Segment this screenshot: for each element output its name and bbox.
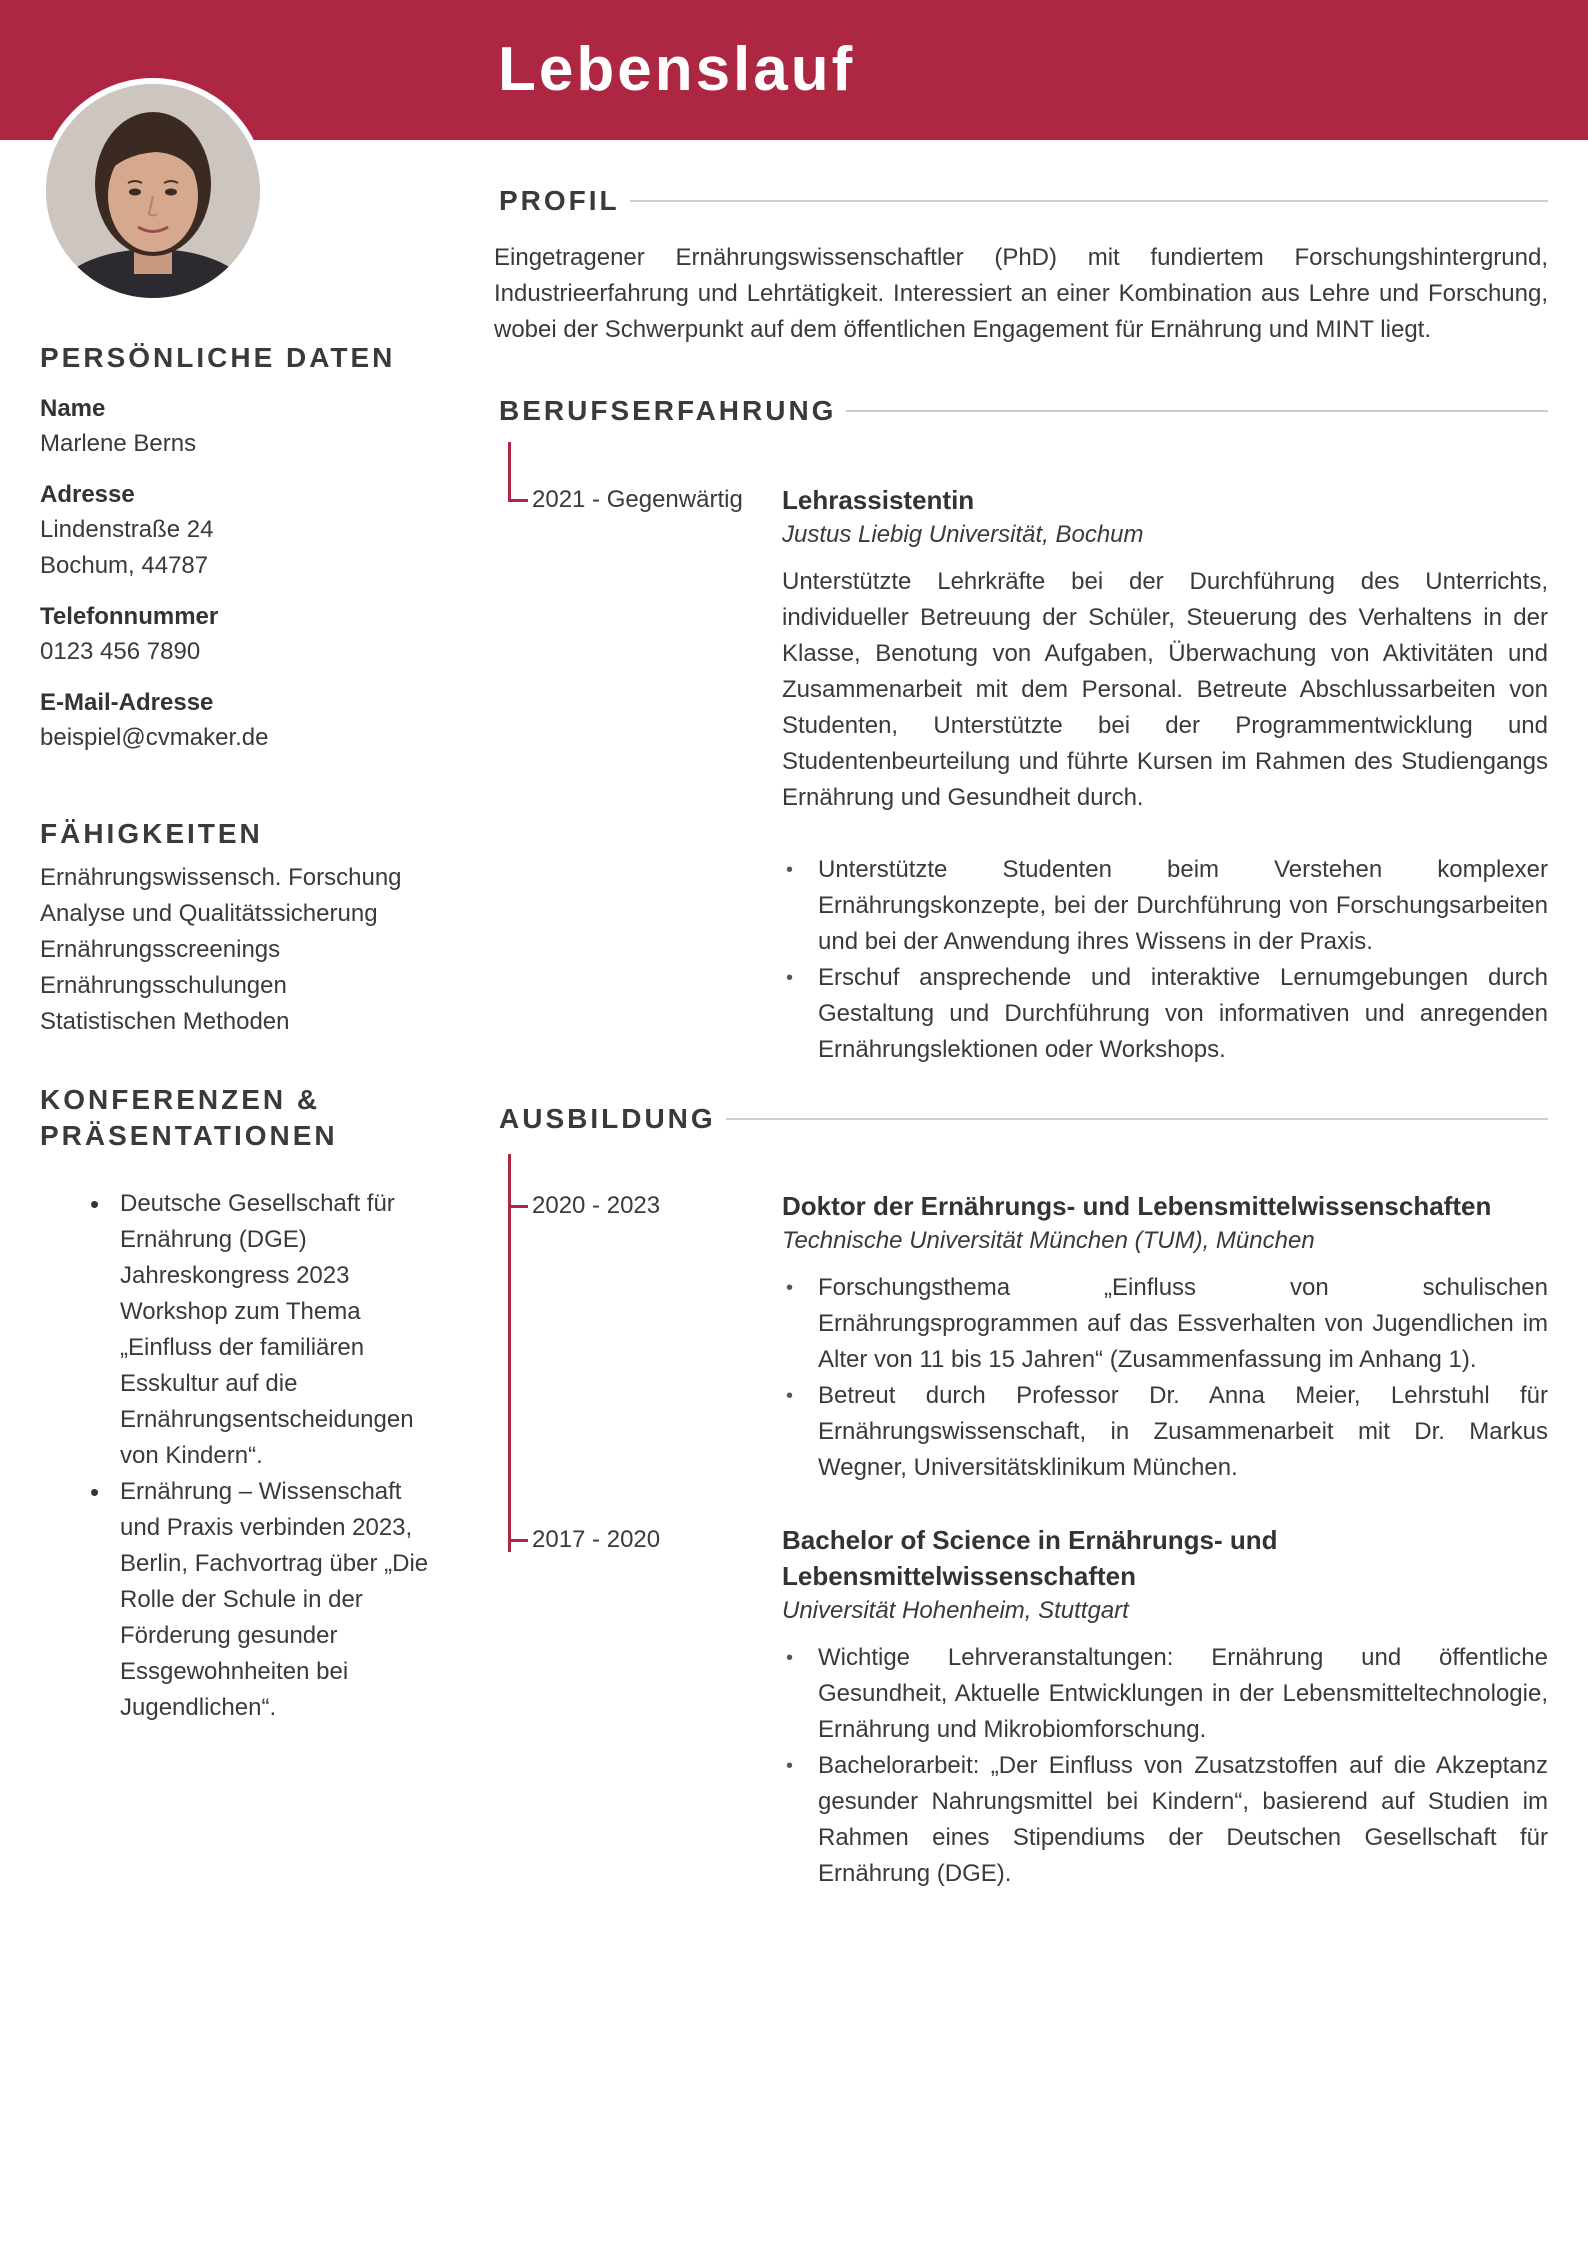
experience-section-header: [494, 390, 1548, 432]
list-item: • Bachelorarbeit: „Der Einfluss von Zusatzstoffen auf die Akzeptanz gesunder Nahrungsmittel bei Kindern“, basierend auf Studien im Rahmen eines Stipendiums der Deutschen Gesellschaft für Ernährung (DGE).: [818, 1748, 1548, 1892]
experience-entry: [494, 442, 1548, 1068]
entry-date-text: 2020 - 2023: [532, 1192, 661, 1219]
education-entry: [494, 1154, 1548, 1486]
list-item: • Ernährung – Wissenschaft und Praxis verbinden 2023, Berlin, Fachvortrag über „Die Rolle der Schule in der Förderung gesunder Essgewohnheiten bei Jugendlichen“.: [120, 1474, 440, 1726]
field-label: Telefonnummer: [40, 603, 219, 630]
education-heading: AUSBILDUNG: [499, 1103, 716, 1134]
entry-body: [782, 482, 1548, 1068]
entry-organization: Technische Universität München (TUM), München: [782, 1227, 1315, 1254]
right-column: [494, 180, 1548, 1892]
entry-title: Doktor der Ernährungs- und Lebensmittelwissenschaften: [782, 1191, 1492, 1221]
personal-address: [40, 478, 440, 584]
entry-organization: Universität Hohenheim, Stuttgart: [782, 1597, 1129, 1624]
portrait-illustration: [46, 84, 260, 298]
field-label: Adresse: [40, 481, 135, 508]
entry-date: [494, 1522, 782, 1892]
avatar: [46, 84, 260, 298]
entry-bullets: [782, 1270, 1548, 1486]
skill-item: Ernährungsschulungen: [40, 972, 287, 999]
entry-description: Unterstützte Lehrkräfte bei der Durchführung des Unterrichts, individueller Betreuung der Schüler, Steuerung des Verhaltens in der Klasse, Benotung von Aufgaben, Überwachung von Aktivitäten und Zusammenarbeit mit dem Personal. Betreute Abschlussarbeiten von Studenten, Unterstützte bei der Programmentwicklung und Studentenbeurteilung und führte Kursen im Rahmen des Studiengangs Ernährung und Gesundheit durch.: [782, 568, 1548, 811]
field-value: 0123 456 7890: [40, 638, 201, 665]
left-column: [40, 340, 440, 1726]
entry-date: [494, 1188, 782, 1486]
conferences-heading-line: PRÄSENTATIONEN: [40, 1120, 338, 1151]
conferences-heading-line: KONFERENZEN &: [40, 1084, 321, 1115]
entry-date-text: 2021 - Gegenwärtig: [532, 486, 743, 513]
skill-item: Ernährungsscreenings: [40, 936, 281, 963]
list-item: • Erschuf ansprechende und interaktive Lernumgebungen durch Gestaltung und Durchführung von informativen und anregenden Ernährungslektionen oder Workshops.: [818, 960, 1548, 1068]
personal-phone: [40, 600, 440, 670]
section-divider: [846, 410, 1548, 412]
list-item: • Betreut durch Professor Dr. Anna Meier, Lehrstuhl für Ernährungswissenschaft, in Zusammenarbeit mit Dr. Markus Wegner, Universitätsklinikum München.: [818, 1378, 1548, 1486]
profile-text: Eingetragener Ernährungswissenschaftler (PhD) mit fundiertem Forschungshintergrund, Industrieerfahrung und Lehrtätigkeit. Interessiert an einer Kombination aus Lehre und Forschung, wobei der Schwerpunkt auf dem öffentlichen Engagement für Ernährung und MINT liegt.: [494, 244, 1548, 343]
education-entry: [494, 1486, 1548, 1892]
list-item: • Unterstützte Studenten beim Verstehen komplexer Ernährungskonzepte, bei der Durchführung von Forschungsarbeiten und bei der Anwendung ihres Wissens in der Praxis.: [818, 852, 1548, 960]
timeline-tick: [508, 1539, 528, 1542]
entry-date: [494, 482, 782, 1068]
entry-date-text: 2017 - 2020: [532, 1526, 661, 1553]
field-label: Name: [40, 395, 106, 422]
profile-heading: PROFIL: [499, 185, 620, 216]
entry-organization: Justus Liebig Universität, Bochum: [782, 521, 1144, 548]
profile-photo: [40, 78, 266, 304]
skills-heading: FÄHIGKEITEN: [40, 818, 263, 849]
entry-bullets: [782, 1640, 1548, 1892]
skills-list: [40, 860, 440, 1040]
list-item: • Forschungsthema „Einfluss von schulischen Ernährungsprogrammen auf das Essverhalten von Jugendlichen im Alter von 11 bis 15 Jahren“ (Zusammenfassung im Anhang 1).: [818, 1270, 1548, 1378]
entry-title: Lebensmittelwissenschaften: [782, 1561, 1136, 1591]
entry-body: [782, 1522, 1548, 1892]
entry-title: Lehrassistentin: [782, 485, 975, 515]
profile-section-header: [494, 180, 1548, 222]
education-section-header: [494, 1098, 1548, 1140]
skill-item: Statistischen Methoden: [40, 1008, 290, 1035]
field-value: Lindenstraße 24: [40, 516, 214, 543]
entry-body: [782, 1188, 1548, 1486]
conferences-heading: [40, 1082, 440, 1154]
skill-item: Analyse und Qualitätssicherung: [40, 900, 378, 927]
section-divider: [726, 1118, 1548, 1120]
entry-bullets: [782, 852, 1548, 1068]
field-value: Marlene Berns: [40, 430, 197, 457]
field-label: E-Mail-Adresse: [40, 689, 214, 716]
personal-name: [40, 392, 440, 462]
skill-item: Ernährungswissensch. Forschung: [40, 864, 402, 891]
section-divider: [630, 200, 1548, 202]
personal-data-heading: PERSÖNLICHE DATEN: [40, 342, 396, 373]
experience-timeline: [494, 442, 1548, 1068]
conferences-list: [40, 1186, 440, 1726]
list-item: • Wichtige Lehrveranstaltungen: Ernährung und öffentliche Gesundheit, Aktuelle Entwicklungen in der Lebensmitteltechnologie, Ernährung und Mikrobiomforschung.: [818, 1640, 1548, 1748]
experience-heading: BERUFSERFAHRUNG: [499, 395, 837, 426]
field-value: Bochum, 44787: [40, 552, 209, 579]
timeline-tick: [508, 1205, 528, 1208]
field-value: beispiel@cvmaker.de: [40, 724, 269, 751]
page-title: Lebenslauf: [498, 35, 856, 104]
list-item: • Deutsche Gesellschaft für Ernährung (DGE) Jahreskongress 2023 Workshop zum Thema „Einfluss der familiären Esskultur auf die Ernährungsentscheidungen von Kindern“.: [120, 1186, 440, 1474]
personal-email: [40, 686, 440, 756]
education-timeline: [494, 1154, 1548, 1892]
timeline-tick: [508, 499, 528, 502]
entry-title: Bachelor of Science in Ernährungs- und: [782, 1525, 1278, 1555]
